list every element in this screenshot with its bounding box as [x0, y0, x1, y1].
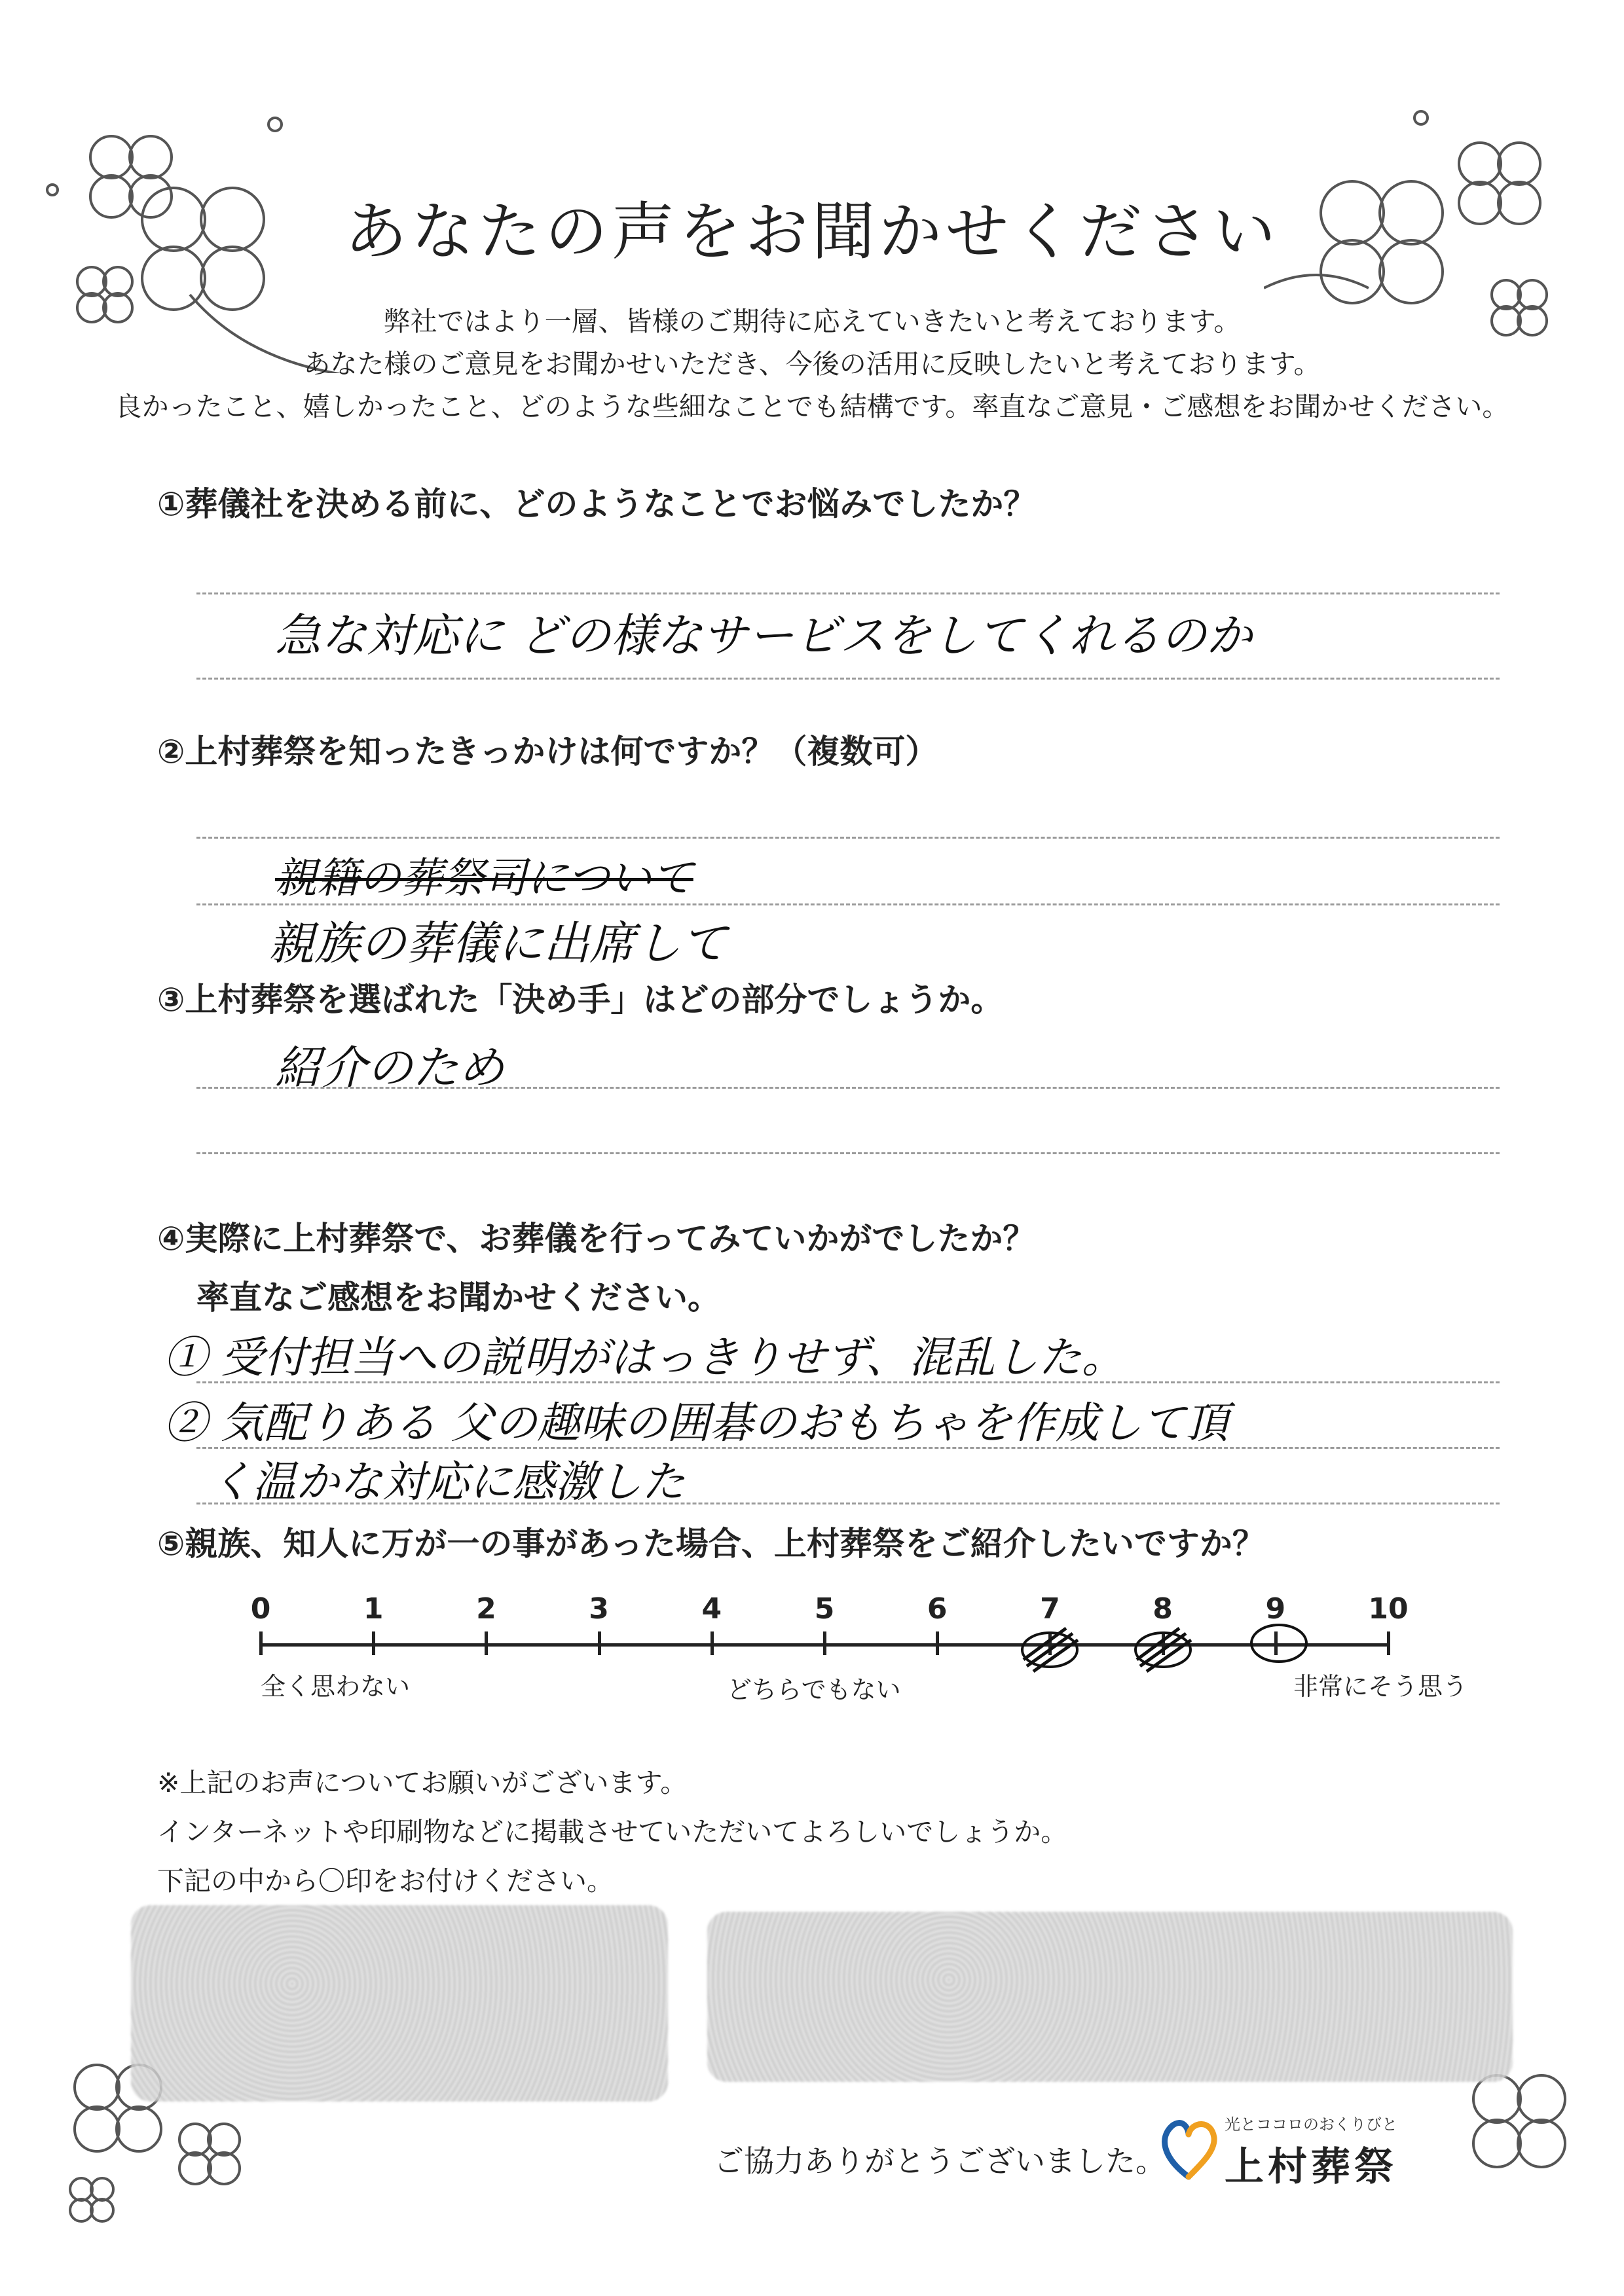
scale-number-3: 3 [589, 1592, 609, 1626]
redacted-area-left [131, 1905, 668, 2102]
scale-number-2: 2 [476, 1592, 496, 1626]
question-4-answer-2: ② 気配りある 父の趣味の囲碁のおもちゃを作成して頂 [164, 1398, 1228, 1448]
answer-line [196, 678, 1500, 680]
scale-number-7: 7 [1040, 1592, 1060, 1626]
scale-label-high: 非常にそう思う [1293, 1672, 1468, 1701]
company-name: 上村葬祭 [1225, 2144, 1397, 2190]
scale-tick [485, 1631, 488, 1655]
scale-tick [598, 1631, 601, 1655]
scale-number-6: 6 [927, 1592, 948, 1626]
scale-label-low: 全く思わない [261, 1672, 411, 1701]
scale-number-5: 5 [814, 1592, 835, 1626]
scale-number-4: 4 [701, 1592, 722, 1626]
crossed-out-mark [1014, 1620, 1086, 1679]
company-logo-icon [1159, 2111, 1218, 2183]
crossed-out-mark [1127, 1620, 1199, 1679]
scale-tick [710, 1631, 714, 1655]
selected-circle-mark [1246, 1617, 1318, 1669]
answer-line [196, 592, 1500, 594]
intro-line-2: あなた様のご意見をお聞かせいただき、今後の活用に反映したいと考えております。 [303, 348, 1321, 380]
scale-number-10: 10 [1368, 1592, 1409, 1626]
scale-tick [1048, 1631, 1052, 1655]
question-1-answer: 急な対応に どの様なサービスをしてくれるのか [275, 609, 1253, 663]
answer-line [196, 1381, 1500, 1383]
scale-number-1: 1 [363, 1592, 384, 1626]
question-4-sublabel: 率直なご感想をお聞かせください。 [196, 1279, 720, 1317]
scale-tick [372, 1631, 375, 1655]
redacted-area-right [707, 1912, 1513, 2082]
scale-tick [936, 1631, 939, 1655]
question-2-label: ②上村葬祭を知ったきっかけは何ですか？（複数可） [157, 733, 938, 771]
note-line-1: ※上記のお声についてお願いがございます。 [157, 1767, 688, 1798]
question-2-struck-answer: 親籍の葬祭司について [275, 854, 693, 903]
answer-line [196, 903, 1500, 905]
answer-line [196, 1503, 1500, 1504]
intro-line-1: 弊社ではより一層、皆様のご期待に応えていきたいと考えております。 [383, 306, 1241, 337]
note-line-2: インターネットや印刷物などに掲載させていただいてよろしいでしょうか。 [157, 1816, 1068, 1848]
question-3-label: ③上村葬祭を選ばれた「決め手」はどの部分でしょうか。 [157, 981, 1004, 1019]
intro-line-3: 良かったこと、嬉しかったこと、どのような些細なことでも結構です。率直なご意見・ご感想をお聞かせください。 [115, 391, 1509, 422]
scale-label-mid: どちらでもない [727, 1675, 901, 1704]
scale-axis [261, 1643, 1388, 1647]
question-1-label: ①葬儀社を決める前に、どのようなことでお悩みでしたか？ [157, 485, 1037, 523]
question-2-answer: 親族の葬儀に出席して [268, 917, 727, 970]
answer-line [196, 837, 1500, 839]
question-5-label: ⑤親族、知人に万が一の事があった場合、上村葬祭をご紹介したいですか？ [157, 1525, 1265, 1563]
company-tagline: 光とココロのおくりびと [1225, 2115, 1397, 2134]
thanks-message: ご協力ありがとうございました。 [714, 2143, 1166, 2179]
scale-tick [259, 1631, 263, 1655]
note-line-3: 下記の中から〇印をお付けください。 [157, 1865, 614, 1897]
answer-line [196, 1087, 1500, 1089]
scale-tick [1387, 1631, 1390, 1655]
scale-number-8: 8 [1153, 1592, 1173, 1626]
scale-tick [823, 1631, 826, 1655]
page-title: あなたの声をお聞かせください [344, 195, 1280, 268]
scale-number-9: 9 [1265, 1592, 1286, 1626]
question-4-answer-1: ① 受付担当への説明がはっきりせず、混乱した。 [164, 1332, 1125, 1383]
question-4-answer-3: く温かな対応に感激した [210, 1457, 685, 1507]
question-3-answer: 紹介のため [275, 1041, 504, 1095]
scale-tick [1274, 1631, 1278, 1655]
scale-tick [1162, 1631, 1165, 1655]
question-4-label: ④実際に上村葬祭で、お葬儀を行ってみていかがでしたか？ [157, 1220, 1036, 1258]
scale-number-0: 0 [250, 1592, 271, 1626]
answer-line [196, 1152, 1500, 1154]
